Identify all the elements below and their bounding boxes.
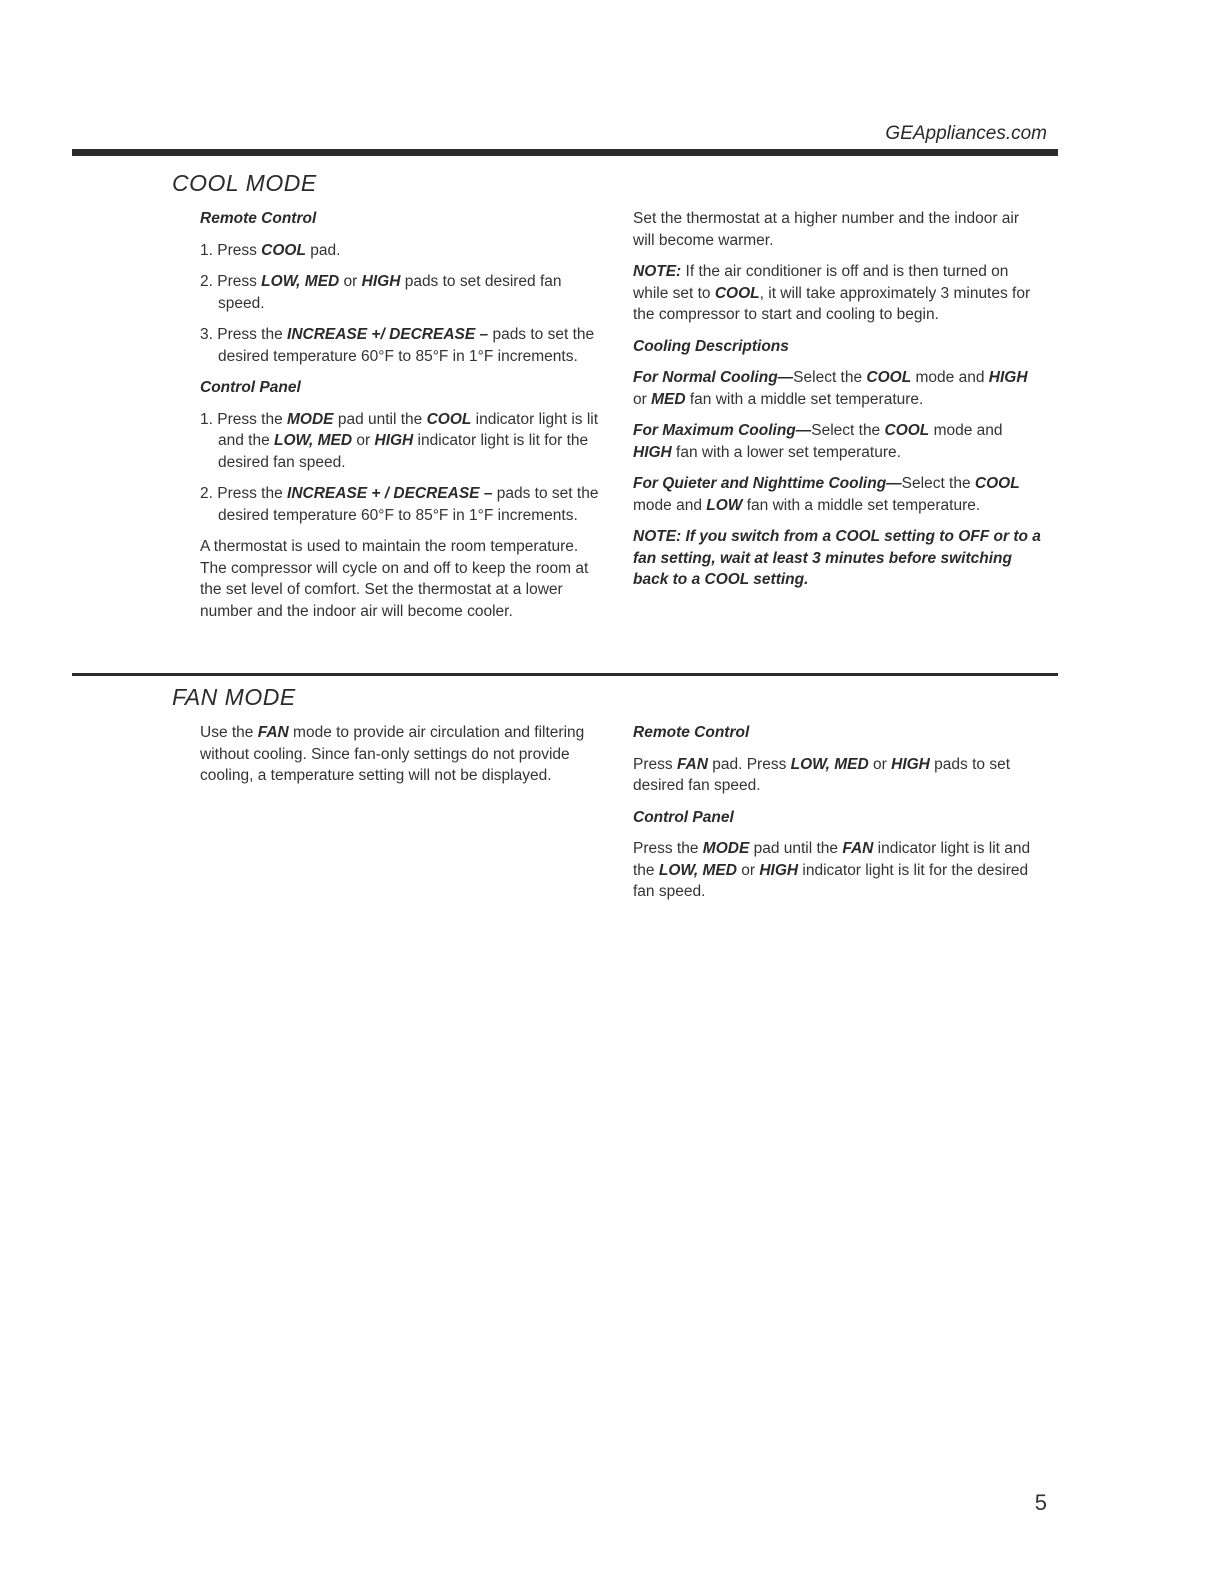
fan-mode-intro: Use the FAN mode to provide air circulation and filtering without cooling. Since fan-only settings do not provide cooling, a temperature setting will not be displayed. [200, 724, 585, 784]
fan-panel-text: Press the MODE pad until the FAN indicator light is lit and the LOW, MED or HIGH indicator light is lit for the desired fan speed. [633, 840, 1031, 900]
cool-note-1: NOTE: If the air conditioner is off and is then turned on while set to COOL, it will take approximately 3 minutes for the compressor to start and cooling to begin. [633, 263, 1031, 323]
cool-remote-step-1: 1. Press COOL pad. [200, 241, 341, 259]
section-divider [72, 673, 1058, 676]
fan-mode-right-column [633, 722, 1043, 913]
cool-note-2: NOTE: If you switch from a COOL setting to OFF or to a fan setting, wait at least 3 minutes before switching back to a COOL setting. [633, 528, 1041, 588]
fan-panel-heading: Control Panel [633, 808, 734, 826]
cool-panel-step-1: 1. Press the MODE pad until the COOL indicator light is lit and the LOW, MED or HIGH indicator light is lit for the desired fan speed. [200, 410, 599, 471]
fan-remote-heading: Remote Control [633, 724, 750, 741]
cool-remote-heading: Remote Control [200, 210, 317, 227]
normal-cooling-item: For Normal Cooling—Select the COOL mode and HIGH or MED fan with a middle set temperature. [633, 369, 1028, 408]
cool-mode-left-column [200, 208, 605, 632]
thermostat-higher-paragraph: Set the thermostat at a higher number and the indoor air will become warmer. [633, 210, 1020, 249]
cool-remote-step-2: 2. Press LOW, MED or HIGH pads to set desired fan speed. [200, 273, 562, 312]
page-number: 5 [1034, 1490, 1047, 1515]
quieter-cooling-item: For Quieter and Nighttime Cooling—Select the COOL mode and LOW fan with a middle set temperature. [633, 475, 1020, 514]
fan-mode-left-column [200, 722, 605, 797]
cool-remote-step-3: 3. Press the INCREASE +/ DECREASE – pads to set the desired temperature 60°F to 85°F in 1°F increments. [200, 326, 595, 365]
cool-mode-title: COOL MODE [172, 170, 317, 196]
thermostat-paragraph: A thermostat is used to maintain the room temperature. The compressor will cycle on and off to keep the room at the set level of comfort. Set the thermostat at a lower number and the indoor air will become cooler. [200, 538, 589, 620]
fan-mode-title: FAN MODE [172, 684, 296, 710]
cool-mode-right-column [633, 208, 1043, 601]
header-rule [72, 149, 1058, 156]
maximum-cooling-item: For Maximum Cooling—Select the COOL mode and HIGH fan with a lower set temperature. [633, 422, 1003, 461]
cool-panel-heading: Control Panel [200, 379, 301, 396]
site-url: GEAppliances.com [885, 123, 1047, 144]
cooling-descriptions-heading: Cooling Descriptions [633, 337, 789, 355]
cool-panel-step-2: 2. Press the INCREASE + / DECREASE – pads to set the desired temperature 60°F to 85°F in 1°F increments. [200, 485, 599, 524]
fan-remote-text: Press FAN pad. Press LOW, MED or HIGH pads to set desired fan speed. [633, 755, 1011, 794]
